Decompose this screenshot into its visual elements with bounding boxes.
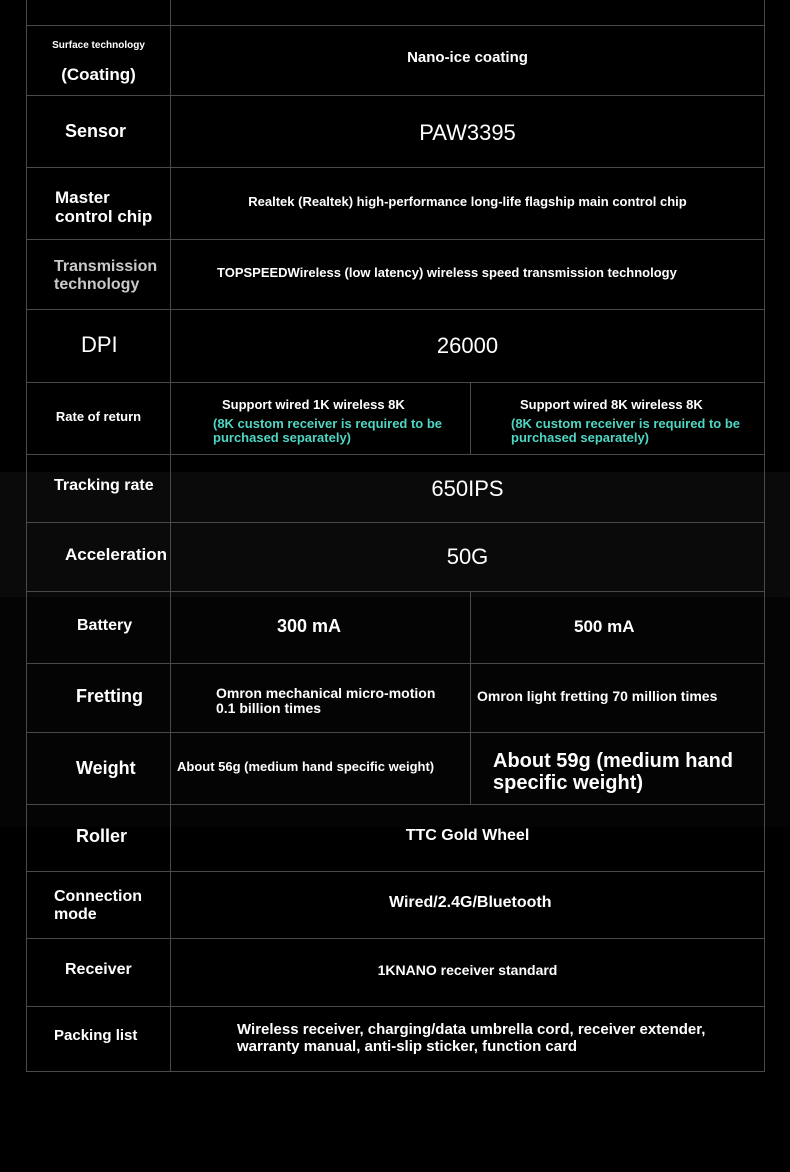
spec-value-cell-right	[471, 592, 764, 663]
spec-value-cell	[171, 939, 764, 1006]
spec-row-partial	[27, 0, 764, 25]
fretting-left: Omron mechanical micro-motion 0.1 billion times	[216, 685, 436, 717]
spec-label-cell	[27, 872, 171, 938]
spec-row-weight	[27, 732, 764, 804]
spec-label-cell	[27, 240, 171, 309]
spec-row-connection	[27, 871, 764, 938]
spec-row-receiver	[27, 938, 764, 1006]
receiver-label: Receiver	[65, 961, 132, 978]
dpi-value: 26000	[436, 333, 499, 358]
dpi-label: DPI	[81, 332, 118, 357]
weight-left: About 56g (medium hand specific weight)	[177, 759, 435, 774]
coating-value: Nano-ice coating	[407, 49, 528, 66]
spec-label-cell	[27, 1007, 171, 1072]
spec-value-cell	[171, 1007, 764, 1072]
spec-label-cell	[27, 168, 171, 239]
coating-label-small: Surface technology	[52, 40, 145, 51]
spec-value-cell-right	[471, 733, 764, 804]
spec-value-cell	[171, 310, 764, 382]
spec-row-fretting	[27, 663, 764, 732]
receiver-value: 1KNANO receiver standard	[377, 962, 558, 978]
spec-value-cell	[171, 168, 764, 239]
spec-label-cell	[27, 939, 171, 1006]
sensor-label: Sensor	[65, 121, 127, 141]
battery-right: 500 mA	[574, 617, 635, 636]
spec-value-cell-left	[171, 592, 471, 663]
rate-left-title: Support wired 1K wireless 8K	[222, 397, 405, 412]
chip-value: Realtek (Realtek) high-performance long-life flagship main control chip	[248, 194, 687, 209]
spec-label-cell	[27, 733, 171, 804]
roller-label: Roller	[76, 826, 128, 846]
rate-label: Rate of return	[55, 409, 142, 424]
spec-row-coating	[27, 25, 764, 95]
spec-label-cell	[27, 310, 171, 382]
spec-value-cell	[171, 523, 764, 591]
spec-value-cell-left	[171, 733, 471, 804]
spec-row-acceleration	[27, 522, 764, 591]
battery-left: 300 mA	[277, 616, 342, 636]
spec-label-cell	[27, 96, 171, 167]
spec-row-roller	[27, 804, 764, 871]
sensor-value: PAW3395	[419, 120, 516, 145]
chip-label: Master control chip	[55, 188, 153, 227]
spec-value-cell	[171, 455, 764, 522]
spec-row-chip	[27, 167, 764, 239]
roller-value: TTC Gold Wheel	[405, 827, 530, 844]
spec-value-cell	[171, 96, 764, 167]
spec-table	[26, 0, 765, 1072]
connection-label: Connection mode	[54, 888, 142, 923]
spec-label-cell	[27, 523, 171, 591]
battery-label: Battery	[77, 617, 133, 634]
rate-left-note: (8K custom receiver is required to be purchased separately)	[213, 416, 443, 446]
spec-label-cell	[27, 0, 171, 25]
spec-value-cell-left	[171, 383, 471, 454]
tracking-value: 650IPS	[431, 476, 504, 501]
spec-value-cell	[171, 26, 764, 95]
transmission-label: Transmission technology	[54, 258, 158, 293]
spec-row-battery	[27, 591, 764, 663]
weight-right: About 59g (medium hand specific weight)	[493, 750, 733, 794]
spec-label-cell	[27, 805, 171, 871]
spec-label-cell	[27, 664, 171, 732]
spec-label-cell	[27, 455, 171, 522]
spec-row-transmission	[27, 239, 764, 309]
weight-label: Weight	[76, 758, 136, 778]
spec-label-cell	[27, 26, 171, 95]
rate-right-note: (8K custom receiver is required to be purchased separately)	[511, 416, 741, 446]
rate-right-title: Support wired 8K wireless 8K	[520, 397, 703, 412]
transmission-value: TOPSPEEDWireless (low latency) wireless speed transmission technology	[217, 265, 677, 280]
spec-row-packing	[27, 1006, 764, 1072]
spec-value-cell-right	[471, 383, 764, 454]
spec-value-cell	[171, 872, 764, 938]
spec-value-cell-left	[171, 664, 471, 732]
spec-row-rate	[27, 382, 764, 454]
spec-row-sensor	[27, 95, 764, 167]
spec-row-tracking	[27, 454, 764, 522]
acceleration-label: Acceleration	[65, 545, 168, 564]
spec-row-dpi	[27, 309, 764, 382]
packing-value: Wireless receiver, charging/data umbrella cord, receiver extender, warranty manual, anti-slip sticker, function card	[237, 1021, 706, 1056]
packing-label: Packing list	[54, 1027, 138, 1044]
coating-label: (Coating)	[61, 65, 136, 84]
spec-value-cell	[171, 240, 764, 309]
spec-value-cell-right	[471, 664, 764, 732]
connection-value: Wired/2.4G/Bluetooth	[389, 894, 552, 911]
fretting-right: Omron light fretting 70 million times	[477, 688, 718, 704]
spec-label-cell	[27, 383, 171, 454]
fretting-label: Fretting	[76, 686, 143, 706]
spec-value-cell	[171, 805, 764, 871]
spec-label-cell	[27, 592, 171, 663]
acceleration-value: 50G	[446, 544, 489, 569]
tracking-label: Tracking rate	[54, 477, 154, 494]
